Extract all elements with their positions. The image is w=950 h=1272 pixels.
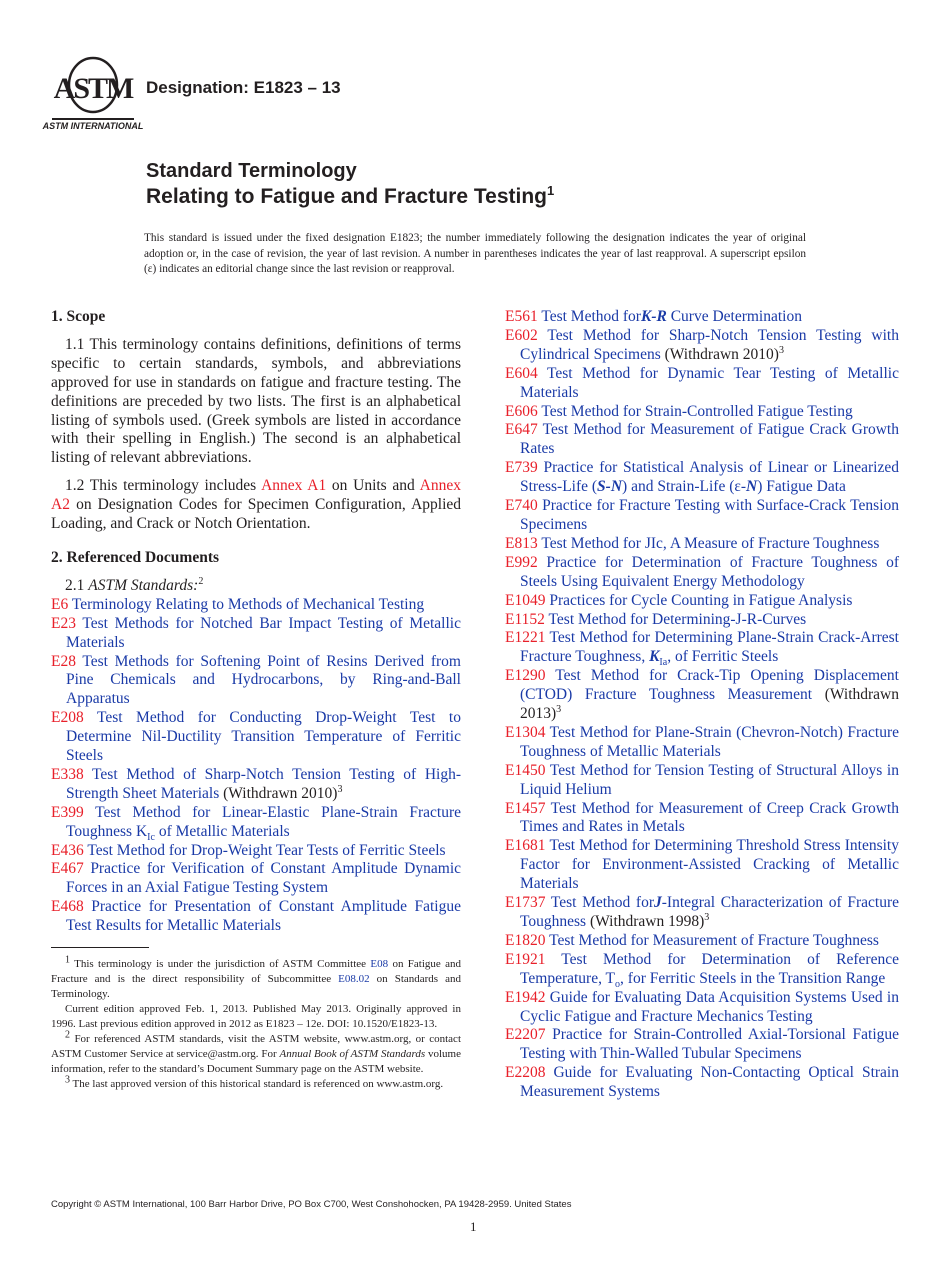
reference-item [505, 724, 899, 762]
reference-title-link[interactable]: Test Method for Conducting Drop-Weight Test to Determine Nil-Ductility Transition Temperature of Ferritic Steels [66, 709, 461, 765]
reference-code-link[interactable]: E2208 [505, 1064, 546, 1082]
reference-code-link[interactable]: E1681 [505, 837, 546, 855]
reference-item [505, 459, 899, 497]
title-line-2: Relating to Fatigue and Fracture Testing$^1$ [146, 183, 555, 208]
footnotes [51, 954, 462, 1092]
reference-item [51, 842, 461, 861]
scope-paragraph-2: 1.2 This terminology includes Annex A1 on Units and Annex A2 on Designation Codes for Specimen Configuration, Applied Loading, and Crack or Notch Orientation. [51, 477, 461, 533]
reference-item [505, 762, 899, 800]
reference-code-link[interactable]: E468 [51, 898, 84, 916]
page-number: 1 [470, 1219, 477, 1234]
reference-title-link[interactable]: Test Method for Strain-Controlled Fatigue Testing [541, 402, 853, 420]
reference-code-link[interactable]: E208 [51, 709, 84, 727]
reference-title-link[interactable]: Practice for Presentation of Constant Amplitude Fatigue Test Results for Metallic Materials [66, 898, 461, 935]
subcommittee-e0802-link[interactable]: E08.02 [338, 973, 370, 985]
reference-code-link[interactable]: E647 [505, 421, 538, 439]
reference-code-link[interactable]: E436 [51, 841, 84, 859]
reference-title-link[interactable]: Practices for Cycle Counting in Fatigue Analysis [549, 591, 853, 609]
reference-title-link[interactable]: Practice for Strain-Controlled Axial-Torsional Fatigue Testing with Thin-Walled Tubular Specimens [520, 1026, 899, 1063]
scope-paragraph-1: 1.1 This terminology contains definitions, definitions of terms specific to certain standards, symbols, and abbreviations approved for use in standards on fatigue and fracture testing. The definitions are preceded by two lists. The first is an alphabetical listing of symbols used. (Greek symbols are listed in accordance with their spelling in English.) The second is an alphabetical listing of relevant abbreviations. [51, 335, 461, 467]
reference-item [505, 800, 899, 838]
footnote-mark: 3 [337, 783, 343, 795]
reference-item [505, 327, 899, 365]
reference-code-link[interactable]: E561 [505, 308, 538, 325]
reference-code-link[interactable]: E1304 [505, 723, 546, 741]
reference-code-link[interactable]: E338 [51, 765, 84, 783]
reference-code-link[interactable]: E602 [505, 326, 538, 344]
reference-item [51, 898, 461, 936]
reference-title-link[interactable]: Test Method forJ-Integral Characterization of Fracture Toughness [520, 894, 899, 930]
reference-code-link[interactable]: E1450 [505, 761, 546, 779]
reference-item [505, 611, 899, 630]
reference-item [505, 894, 899, 932]
reference-title-link[interactable]: Test Method for Sharp-Notch Tension Testing with Cylindrical Specimens [520, 326, 899, 363]
reference-item [51, 804, 461, 842]
reference-code-link[interactable]: E1152 [505, 610, 545, 628]
logo-text: ASTM INTERNATIONAL [42, 121, 144, 131]
committee-e08-link[interactable]: E08 [370, 958, 389, 970]
reference-code-link[interactable]: E23 [51, 614, 76, 632]
reference-code-link[interactable]: E1942 [505, 988, 546, 1006]
reference-item [505, 403, 899, 422]
reference-code-link[interactable]: E740 [505, 497, 538, 515]
reference-title-link[interactable]: Test Method for Drop-Weight Tear Tests of Ferritic Steels [87, 841, 446, 859]
reference-item [505, 535, 899, 554]
reference-title-link[interactable]: Guide for Evaluating Data Acquisition Systems Used in Cyclic Fatigue and Fracture Mechanics Testing [520, 988, 899, 1025]
document-title [146, 158, 554, 210]
reference-item [51, 596, 461, 615]
footnote-1-edition: Current edition approved Feb. 1, 2013. Published May 2013. Originally approved in 1996. Last previous edition approved in 2012 as E1823 – 12e. DOI: 10.1520/E1823-13. [51, 1003, 461, 1030]
reference-item [51, 615, 461, 653]
reference-code-link[interactable]: E6 [51, 595, 69, 613]
reference-item [505, 837, 899, 894]
reference-item [505, 667, 899, 724]
footnote-3: $^3$ The last approved version of this historical standard is referenced on www.astm.org. [65, 1074, 444, 1090]
designation: Designation: E1823 – 13 [146, 78, 341, 97]
reference-item [505, 932, 899, 951]
reference-code-link[interactable]: E467 [51, 860, 84, 878]
reference-list-left [51, 596, 461, 936]
reference-code-link[interactable]: E1457 [505, 799, 546, 817]
reference-title-link[interactable]: Test Method for Determination of Reference Temperature, $T_o$, for Ferritic Steels in the Transition Range [520, 950, 899, 990]
astm-logo [42, 55, 144, 131]
reference-code-link[interactable]: E1049 [505, 591, 546, 609]
annex-a2-link[interactable]: Annex A2 [51, 477, 461, 514]
footnote-2: $^2$ For referenced ASTM standards, visit the ASTM website, www.astm.org, or contact ASTM Customer Service at service@astm.org. For Annual Book of ASTM Standards volume information, refer to the standard’s Document Summary page on the ASTM website. [51, 1029, 461, 1075]
reference-code-link[interactable]: E604 [505, 364, 538, 382]
reference-title-link[interactable]: Test Method for Dynamic Tear Testing of Metallic Materials [520, 364, 899, 401]
reference-item [505, 629, 899, 667]
reference-title-link[interactable]: Practice for Verification of Constant Amplitude Dynamic Forces in an Axial Fatigue Testing System [66, 860, 462, 897]
reference-title-link[interactable]: Practice for Fracture Testing with Surface-Crack Tension Specimens [520, 497, 900, 533]
astm-standards-label: 2.1 ASTM Standards:$^2$ [65, 575, 204, 594]
reference-title-link[interactable]: Test Method for Measurement of Fatigue Crack Growth Rates [520, 421, 899, 458]
reference-item [505, 951, 899, 989]
reference-code-link[interactable]: E28 [51, 652, 76, 670]
reference-code-link[interactable]: E1221 [505, 629, 546, 647]
reference-title-link[interactable]: Test Methods for Notched Bar Impact Testing of Metallic Materials [66, 614, 461, 651]
reference-code-link[interactable]: E739 [505, 459, 538, 477]
withdrawn-note: (Withdrawn 2010) [660, 345, 779, 363]
reference-code-link[interactable]: E813 [505, 534, 538, 552]
reference-item [505, 592, 899, 611]
reference-title-link[interactable]: Practice for Determination of Fracture Toughness of Steels Using Equivalent Energy Methodology [520, 553, 900, 590]
footnote-1: $^1$ This terminology is under the jurisdiction of ASTM Committee E08 on Fatigue and Fracture and is the direct responsibility of Subcommittee E08.02 on Standards and Terminology. [51, 954, 462, 1000]
reference-title-link[interactable]: Test Method for JIc, A Measure of Fracture Toughness [541, 534, 880, 552]
reference-item [505, 497, 899, 535]
footnote-mark: 3 [556, 703, 562, 715]
reference-code-link[interactable]: E1921 [505, 950, 546, 968]
reference-code-link[interactable]: E1737 [505, 894, 546, 912]
reference-title-link[interactable]: Test Method for Determining-J-R-Curves [548, 610, 807, 628]
svg-text:ASTM: ASTM [53, 72, 133, 105]
withdrawn-note: (Withdrawn 1998) [586, 913, 705, 930]
reference-item [505, 308, 899, 327]
reference-title-link[interactable]: Terminology Relating to Methods of Mechanical Testing [71, 595, 425, 613]
reference-item [51, 860, 461, 898]
reference-code-link[interactable]: E606 [505, 402, 538, 420]
reference-item [505, 1064, 899, 1102]
reference-code-link[interactable]: E2207 [505, 1026, 546, 1044]
reference-item [51, 653, 461, 710]
reference-title-link[interactable]: Test Method for Linear-Elastic Plane-Strain Fracture Toughness $K_{Ic}$ of Metallic Materials [66, 803, 461, 843]
left-column [51, 308, 461, 936]
issuance-note: This standard is issued under the fixed designation E1823; the number immediately following the designation indicates the year of original adoption or, in the case of revision, the year of last revision. A number in parentheses indicates the year of last reapproval. A superscript epsilon (ε) indicates an editorial change since the last revision or reapproval. [144, 232, 806, 275]
section-heading-referenced-documents: 2. Referenced Documents [51, 548, 220, 566]
copyright-notice: Copyright © ASTM International, 100 Barr Harbor Drive, PO Box C700, West Conshohocken, PA 19428-2959. United States [51, 1199, 572, 1210]
annex-a1-link[interactable]: Annex A1 [261, 477, 327, 495]
footnote-rule [51, 947, 149, 948]
title-footnote-mark: 1 [546, 183, 555, 198]
reference-title-link[interactable]: Test Method for Determining Plane-Strain Crack-Arrest Fracture Toughness, $K_{Ia}$, of Ferritic Steels [520, 629, 899, 669]
reference-item [51, 709, 461, 766]
title-line-1: Standard Terminology [146, 160, 357, 182]
reference-item [505, 989, 899, 1027]
reference-title-link[interactable]: Test Method for Tension Testing of Structural Alloys in Liquid Helium [520, 761, 899, 798]
footnote-mark: 3 [704, 911, 710, 923]
reference-title-link[interactable]: Guide for Evaluating Non-Contacting Optical Strain Measurement Systems [520, 1064, 899, 1101]
reference-code-link[interactable]: E399 [51, 803, 84, 821]
reference-item [51, 766, 461, 804]
right-column [505, 308, 899, 1102]
footnote-mark: 3 [778, 344, 784, 356]
reference-title-link[interactable]: Practice for Statistical Analysis of Linear or Linearized Stress-Life (S-N) and Strain-Life (ε-N) Fatigue Data [520, 459, 899, 496]
reference-code-link[interactable]: E1290 [505, 667, 546, 685]
withdrawn-note: (Withdrawn 2010) [219, 784, 338, 802]
reference-title-link[interactable]: Test Methods for Softening Point of Resins Derived from Pine Chemicals and Hydrocarbons, by Ring-and-Ball Apparatus [66, 652, 461, 708]
reference-title-link[interactable]: Test Method for Crack-Tip Opening Displacement (CTOD) Fracture Toughness Measurement [520, 667, 899, 704]
reference-item [505, 365, 899, 403]
reference-item [505, 554, 899, 592]
reference-title-link[interactable]: Test Method for Plane-Strain (Chevron-Notch) Fracture Toughness of Metallic Materials [520, 723, 899, 760]
reference-code-link[interactable]: E992 [505, 553, 538, 571]
reference-title-link[interactable]: Test Method for Measurement of Creep Crack Growth Times and Rates in Metals [520, 799, 899, 836]
reference-item [505, 421, 899, 459]
reference-list-right [505, 308, 899, 1102]
reference-title-link[interactable]: Test Method forK-R Curve Determination [541, 308, 802, 325]
reference-title-link[interactable]: Test Method of Sharp-Notch Tension Testing of High-Strength Sheet Materials [66, 765, 461, 802]
reference-code-link[interactable]: E1820 [505, 931, 546, 949]
reference-item [505, 1026, 899, 1064]
withdrawn-note: (Withdrawn 2013) [520, 686, 899, 723]
reference-title-link[interactable]: Test Method for Determining Threshold Stress Intensity Factor for Environment-Assisted Cracking of Metallic Materials [520, 837, 899, 893]
section-heading-scope: 1. Scope [51, 308, 106, 325]
reference-title-link[interactable]: Test Method for Measurement of Fracture Toughness [549, 931, 879, 949]
